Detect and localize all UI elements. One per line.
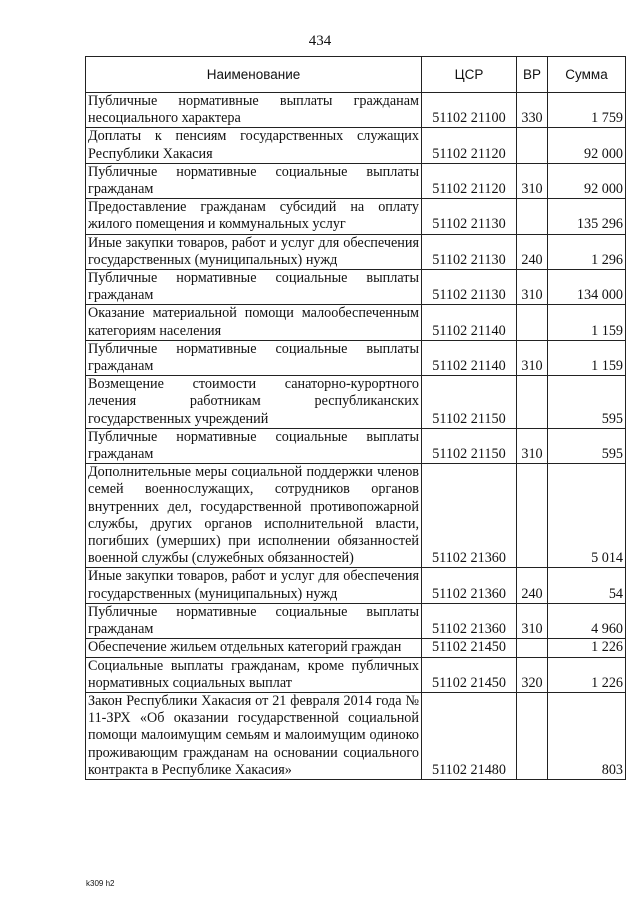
header-name: Наименование: [86, 57, 422, 93]
row-csr: 51102 21450: [422, 639, 517, 657]
row-vr: 240: [517, 568, 548, 603]
row-sum: 5 014: [548, 464, 626, 568]
row-sum: 1 226: [548, 657, 626, 692]
row-csr: 51102 21120: [422, 128, 517, 163]
row-name: Дополнительные меры социальной поддержки членов семей военнослужащих, сотрудников органов внутренних дел, государственной противопожарной службы, других органов исполнительной власти, погибших (умерших) при исполнении обязанностей военной службы (служебных обязанностей): [86, 464, 422, 568]
row-vr: 310: [517, 603, 548, 638]
row-sum: 803: [548, 692, 626, 779]
table-row: [86, 128, 626, 163]
row-vr: [517, 376, 548, 429]
table-row: [86, 234, 626, 269]
row-vr: [517, 199, 548, 234]
row-csr: 51102 21150: [422, 428, 517, 463]
table-row: [86, 639, 626, 657]
row-sum: 54: [548, 568, 626, 603]
row-csr: 51102 21130: [422, 234, 517, 269]
budget-table: [85, 56, 626, 780]
row-vr: 310: [517, 163, 548, 198]
row-sum: 1 226: [548, 639, 626, 657]
row-csr: 51102 21360: [422, 464, 517, 568]
row-vr: [517, 305, 548, 340]
header-csr: ЦСР: [422, 57, 517, 93]
row-name: Возмещение стоимости санаторно-курортного лечения работникам республиканских государственных учреждений: [86, 376, 422, 429]
row-vr: 240: [517, 234, 548, 269]
table-row: [86, 163, 626, 198]
row-sum: 595: [548, 376, 626, 429]
row-name: Закон Республики Хакасия от 21 февраля 2014 года № 11-ЗРХ «Об оказании государственной социальной помощи малоимущим семьям и малоимущим одиноко проживающим гражданам на основании социального контракта в Республике Хакасия»: [86, 692, 422, 779]
row-name: Публичные нормативные социальные выплаты гражданам: [86, 163, 422, 198]
table-row: [86, 199, 626, 234]
row-csr: 51102 21100: [422, 93, 517, 128]
header-vr: ВР: [517, 57, 548, 93]
row-name: Доплаты к пенсиям государственных служащих Республики Хакасия: [86, 128, 422, 163]
row-csr: 51102 21360: [422, 568, 517, 603]
table-row: [86, 376, 626, 429]
header-sum: Сумма: [548, 57, 626, 93]
table-row: [86, 657, 626, 692]
table-row: [86, 428, 626, 463]
row-sum: 134 000: [548, 270, 626, 305]
footer-code: k309 h2: [86, 879, 115, 888]
table-row: [86, 270, 626, 305]
row-vr: 310: [517, 428, 548, 463]
row-name: Публичные нормативные социальные выплаты гражданам: [86, 428, 422, 463]
row-csr: 51102 21130: [422, 270, 517, 305]
row-sum: 1 159: [548, 305, 626, 340]
row-csr: 51102 21480: [422, 692, 517, 779]
row-csr: 51102 21450: [422, 657, 517, 692]
row-csr: 51102 21140: [422, 340, 517, 375]
row-csr: 51102 21150: [422, 376, 517, 429]
row-sum: 1 759: [548, 93, 626, 128]
row-name: Социальные выплаты гражданам, кроме публичных нормативных социальных выплат: [86, 657, 422, 692]
row-sum: 92 000: [548, 163, 626, 198]
row-csr: 51102 21130: [422, 199, 517, 234]
row-name: Публичные нормативные социальные выплаты гражданам: [86, 270, 422, 305]
row-csr: 51102 21140: [422, 305, 517, 340]
table-header-row: [86, 57, 626, 93]
row-sum: 1 296: [548, 234, 626, 269]
row-name: Обеспечение жильем отдельных категорий граждан: [86, 639, 422, 657]
row-name: Публичные нормативные социальные выплаты гражданам: [86, 340, 422, 375]
table-body: [86, 93, 626, 780]
row-name: Публичные нормативные выплаты гражданам несоциального характера: [86, 93, 422, 128]
table-row: [86, 93, 626, 128]
row-name: Предоставление гражданам субсидий на оплату жилого помещения и коммунальных услуг: [86, 199, 422, 234]
row-csr: 51102 21120: [422, 163, 517, 198]
row-vr: [517, 464, 548, 568]
row-name: Иные закупки товаров, работ и услуг для обеспечения государственных (муниципальных) нужд: [86, 234, 422, 269]
row-sum: 4 960: [548, 603, 626, 638]
row-name: Оказание материальной помощи малообеспеченным категориям населения: [86, 305, 422, 340]
row-vr: [517, 692, 548, 779]
row-vr: [517, 639, 548, 657]
table-row: [86, 340, 626, 375]
table-row: [86, 305, 626, 340]
row-vr: [517, 128, 548, 163]
row-name: Публичные нормативные социальные выплаты гражданам: [86, 603, 422, 638]
row-csr: 51102 21360: [422, 603, 517, 638]
table-row: [86, 603, 626, 638]
table-row: [86, 464, 626, 568]
table-row: [86, 568, 626, 603]
table-row: [86, 692, 626, 779]
row-vr: 320: [517, 657, 548, 692]
row-name: Иные закупки товаров, работ и услуг для обеспечения государственных (муниципальных) нужд: [86, 568, 422, 603]
row-sum: 92 000: [548, 128, 626, 163]
row-sum: 595: [548, 428, 626, 463]
row-sum: 1 159: [548, 340, 626, 375]
row-vr: 310: [517, 270, 548, 305]
row-vr: 330: [517, 93, 548, 128]
page-number: 434: [308, 33, 332, 49]
row-vr: 310: [517, 340, 548, 375]
row-sum: 135 296: [548, 199, 626, 234]
